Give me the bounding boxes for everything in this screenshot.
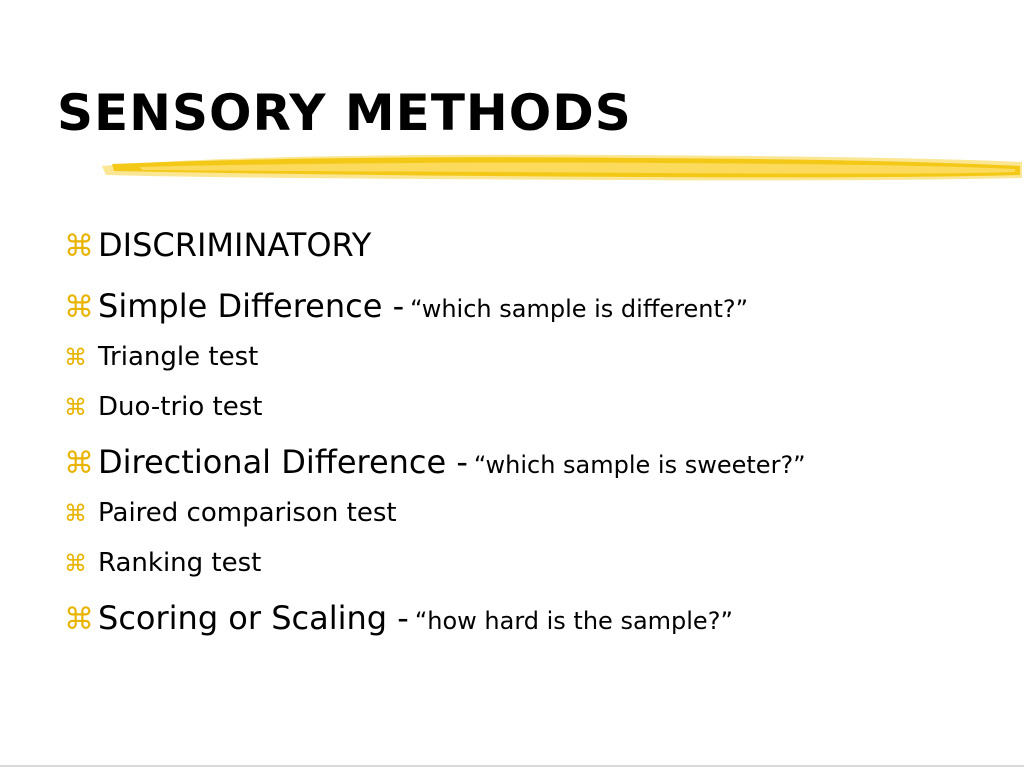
- bullet-quote: “which sample is different?”: [410, 295, 749, 323]
- slide-bottom-divider: [0, 765, 1024, 767]
- command-key-icon: ⌘: [64, 229, 94, 264]
- bullet-paired-comparison-test: [64, 496, 397, 531]
- command-key-icon: ⌘: [64, 602, 94, 637]
- command-key-icon: ⌘: [64, 395, 87, 421]
- bullet-label: Ranking test: [98, 548, 262, 578]
- bullet-label: Duo-trio test: [98, 392, 263, 422]
- bullet-directional-difference: [64, 442, 806, 485]
- bullet-label: Directional Difference -: [98, 443, 468, 481]
- bullet-triangle-test: [64, 340, 258, 375]
- bullet-quote: “which sample is sweeter?”: [473, 451, 806, 479]
- bullet-simple-difference: [64, 286, 748, 329]
- bullet-discriminatory: [64, 225, 371, 267]
- bullet-scoring-or-scaling: [64, 598, 733, 641]
- bullet-label: Scoring or Scaling -: [98, 599, 409, 637]
- bullet-ranking-test: [64, 546, 261, 581]
- bullet-duo-trio-test: [64, 390, 262, 425]
- bullet-label: Simple Difference -: [98, 287, 405, 325]
- bullet-quote: “how hard is the sample?”: [414, 607, 733, 635]
- bullet-list: [64, 0, 1004, 768]
- bullet-label: DISCRIMINATORY: [98, 226, 372, 264]
- slide-title: SENSORY METHODS: [57, 84, 632, 142]
- command-key-icon: ⌘: [64, 501, 87, 527]
- bullet-label: Triangle test: [98, 342, 259, 372]
- command-key-icon: ⌘: [64, 345, 87, 371]
- command-key-icon: ⌘: [64, 290, 94, 325]
- command-key-icon: ⌘: [64, 551, 87, 577]
- bullet-label: Paired comparison test: [98, 498, 397, 528]
- command-key-icon: ⌘: [64, 446, 94, 481]
